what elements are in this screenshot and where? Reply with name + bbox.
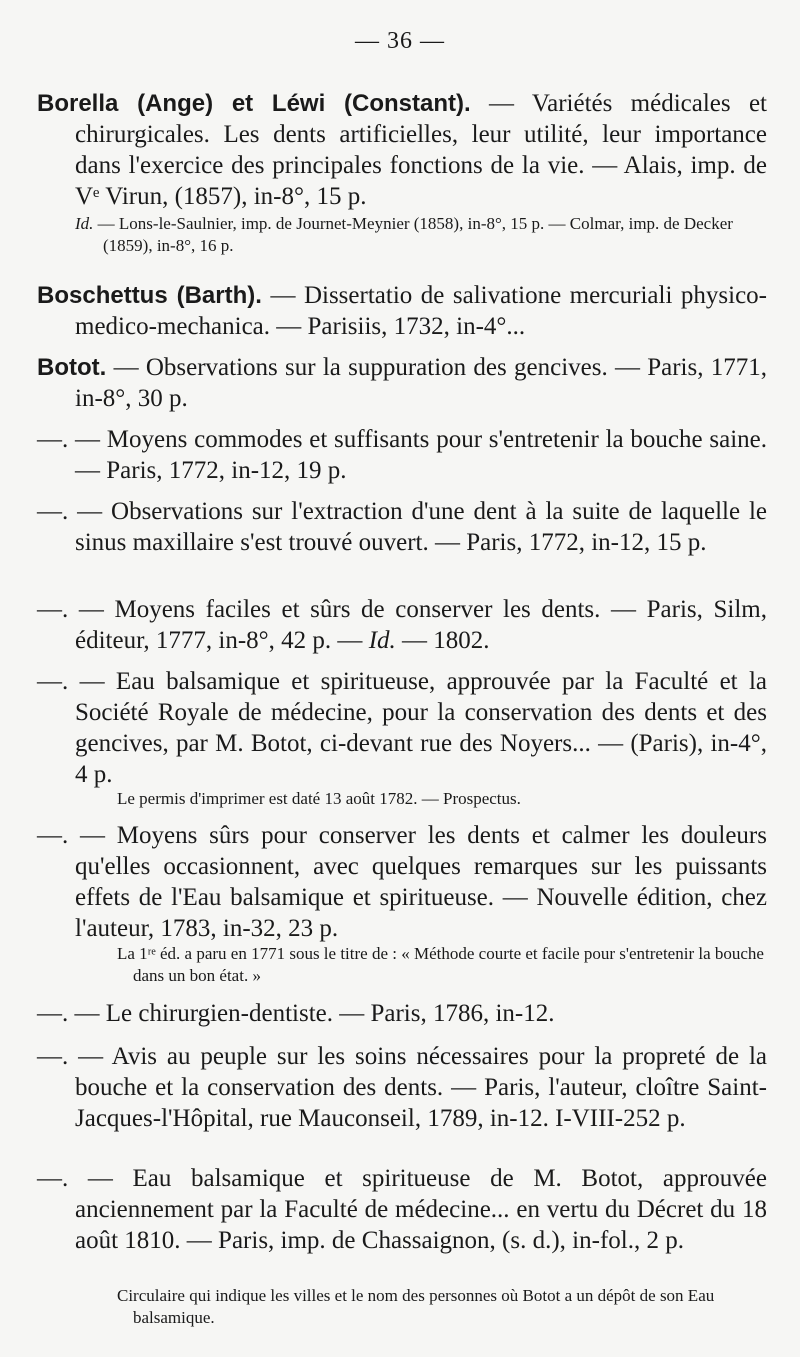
entry-borella (37, 88, 767, 212)
entry-text: — Moyens commodes et suffisants pour s'entretenir la bouche saine. — Paris, 1772, in-12, 19 p. (68, 426, 767, 484)
entry-text: — Observations sur l'extraction d'une dent à la suite de laquelle le sinus maxillaire s'est trouvé ouvert. — Paris, 1772, in-12, 15 p. (68, 498, 767, 556)
entry-boschettus (37, 280, 767, 342)
entry-text: — Moyens faciles et sûrs de conserver les dents. — Paris, Silm, éditeur, 1777, in-8°, 42 p. — (68, 596, 767, 654)
entry-text: — Lons-le-Saulnier, imp. de Journet-Meynier (1858), in-8°, 15 p. — Colmar, imp. de Decker (1859), in-8°, 16 p. (93, 214, 733, 255)
entry-text: — Variétés médicales et chirurgicales. Les dents artificielles, leur utilité, leur importance dans l'exercice des principales fonctions de la vie. — Alais, imp. de Vᵉ Virun, (1857), in-8°, 15 p. (75, 90, 767, 210)
entry-botot (37, 352, 767, 414)
entry-text: — Le chirurgien-dentiste. — Paris, 1786, in-12. (68, 1000, 555, 1027)
entry-botot-5 (37, 666, 767, 790)
entry-botot-8 (37, 1041, 767, 1134)
entry-dash: —. (37, 1165, 69, 1192)
entry-note: La 1ʳᵉ éd. a paru en 1771 sous le titre de : « Méthode courte et facile pour s'entretenir la bouche dans un bon état. » (117, 944, 764, 985)
entry-text: — Avis au peuple sur les soins nécessaires pour la propreté de la bouche et la conservation des dents. — Paris, l'auteur, cloître Saint-Jacques-l'Hôpital, rue Mauconseil, 1789, in-12. I-VIII-252 p. (68, 1043, 767, 1132)
entry-text: — Dissertatio de salivatione mercuriali physico-medico-mechanica. — Parisiis, 1732, in-4°... (75, 282, 767, 340)
entry-botot-3 (37, 496, 767, 558)
entry-text: — Observations sur la suppuration des gencives. — Paris, 1771, in-8°, 30 p. (75, 354, 767, 412)
entry-dash: —. (37, 822, 69, 849)
entry-botot-9 (37, 1163, 767, 1256)
entry-botot-2 (37, 424, 767, 486)
entry-note: Circulaire qui indique les villes et le nom des personnes où Botot a un dépôt de son Eau balsamique. (117, 1286, 715, 1327)
entry-dash: —. (37, 1000, 69, 1027)
entry-botot-7 (37, 998, 767, 1029)
entry-text: — Moyens sûrs pour conserver les dents et calmer les douleurs qu'elles occasionnent, avec quelques remarques sur les puissants effets de l'Eau balsamique et spiritueuse. — Nouvelle édition, chez l'auteur, 1783, in-32, 23 p. (68, 822, 767, 942)
entry-text: — 1802. (395, 627, 490, 654)
entry-dash: —. (37, 668, 69, 695)
entry-note: Le permis d'imprimer est daté 13 août 1782. — Prospectus. (117, 789, 521, 808)
entry-author: Borella (Ange) et Léwi (Constant). (37, 90, 471, 117)
entry-author: Botot. (37, 354, 107, 381)
entry-text: — Eau balsamique et spiritueuse de M. Botot, approuvée anciennement par la Faculté de médecine... en vertu du Décret du 18 août 1810. — Paris, imp. de Chassaignon, (s. d.), in-fol., 2 p. (68, 1165, 767, 1254)
entry-botot-4 (37, 594, 767, 656)
entry-botot-6 (37, 820, 767, 944)
entry-dash: —. (37, 596, 69, 623)
id-label: Id. (368, 627, 396, 654)
entry-dash: —. (37, 1043, 69, 1070)
id-label: Id. (75, 214, 94, 233)
entry-id-borella (75, 213, 767, 257)
page-number: — 36 — (355, 28, 445, 54)
entry-text: — Eau balsamique et spiritueuse, approuvée par la Faculté et la Société Royale de médecine, pour la conservation des dents et des gencives, par M. Botot, ci-devant rue des Noyers... — (Paris), in-4°, 4 p. (68, 668, 767, 788)
entry-dash: —. (37, 498, 69, 525)
entry-author: Boschettus (Barth). (37, 282, 262, 309)
entry-dash: —. (37, 426, 69, 453)
